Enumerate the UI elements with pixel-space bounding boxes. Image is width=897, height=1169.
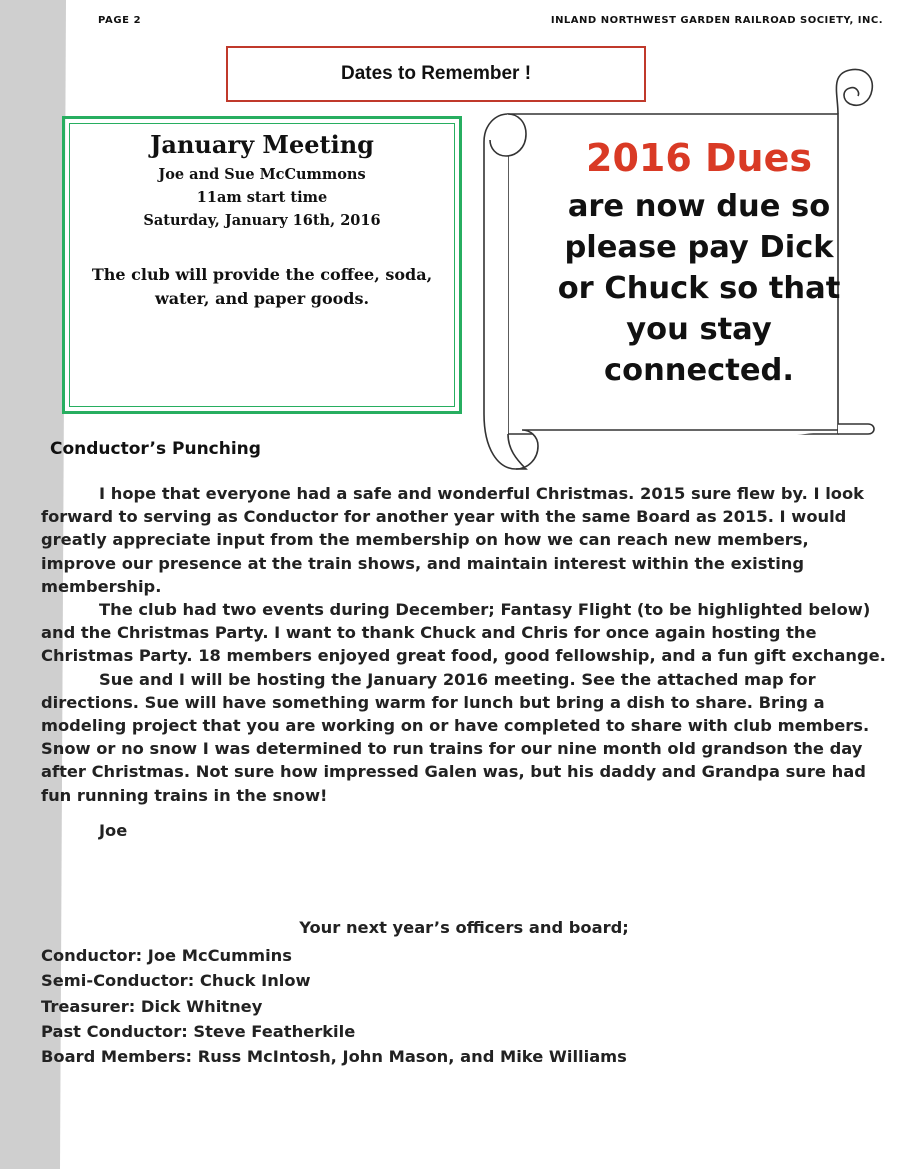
- article-paragraph: Snow or no snow I was determined to run trains for our nine month old grandson the day after Christmas. Not sure how impressed Galen was, but his daddy and Grandpa sure had fun running trains in the snow!: [41, 739, 866, 805]
- meeting-note: The club will provide the coffee, soda, water, and paper goods.: [91, 265, 433, 308]
- dues-title: 2016 Dues: [586, 136, 812, 180]
- dues-line: are now due so: [567, 189, 831, 224]
- dates-to-remember-title: Dates to Remember !: [340, 63, 532, 84]
- meeting-hosts: Joe and Sue McCummons: [158, 166, 366, 183]
- dues-line: connected.: [604, 353, 794, 388]
- article-title: Conductor’s Punching: [50, 439, 261, 459]
- officers-list: [41, 943, 627, 1069]
- meeting-time: 11am start time: [196, 189, 328, 206]
- january-meeting-inner: [69, 123, 455, 407]
- dues-line: you stay: [626, 312, 772, 347]
- officers-heading: Your next year’s officers and board;: [299, 918, 629, 937]
- dues-line: or Chuck so that: [557, 271, 841, 306]
- dues-line: please pay Dick: [564, 230, 834, 265]
- article-body: [41, 482, 887, 842]
- dues-notice: [540, 134, 858, 391]
- article-paragraph: Sue and I will be hosting the January 2016 meeting. See the attached map for directions. Sue will have something warm for lunch but bring a dish to share. Bring a modeling project that you are working on or have completed to share with club members.: [41, 669, 870, 736]
- organization-name: INLAND NORTHWEST GARDEN RAILROAD SOCIETY, INC.: [550, 15, 883, 26]
- page-number: PAGE 2: [98, 15, 142, 26]
- meeting-title: January Meeting: [150, 130, 374, 159]
- officer-item: Past Conductor: Steve Featherkile: [41, 1021, 356, 1041]
- article-signature: Joe: [99, 820, 128, 840]
- article-paragraph: The club had two events during December; Fantasy Flight (to be highlighted below) and the Christmas Party. I want to thank Chuck and Chris for once again hosting the Christmas Party. 18 members enjoyed great food, good fellowship, and a fun gift exchange.: [41, 600, 886, 666]
- january-meeting-box: [62, 116, 462, 414]
- article-paragraph: I hope that everyone had a safe and wonderful Christmas. 2015 sure flew by. I look forward to serving as Conductor for another year with the same Board as 2015. I would greatly appreciate input from the membership on how we can reach new members, improve our presence at the train shows, and maintain interest within the existing membership.: [41, 484, 864, 596]
- meeting-date: Saturday, January 16th, 2016: [143, 212, 381, 229]
- officer-item: Conductor: Joe McCummins: [41, 946, 292, 965]
- dues-body: [540, 186, 858, 391]
- officer-item: Semi-Conductor: Chuck Inlow: [41, 971, 311, 991]
- officer-item: Treasurer: Dick Whitney: [41, 996, 263, 1016]
- officer-item: Board Members: Russ McIntosh, John Mason, and Mike Williams: [41, 1047, 627, 1067]
